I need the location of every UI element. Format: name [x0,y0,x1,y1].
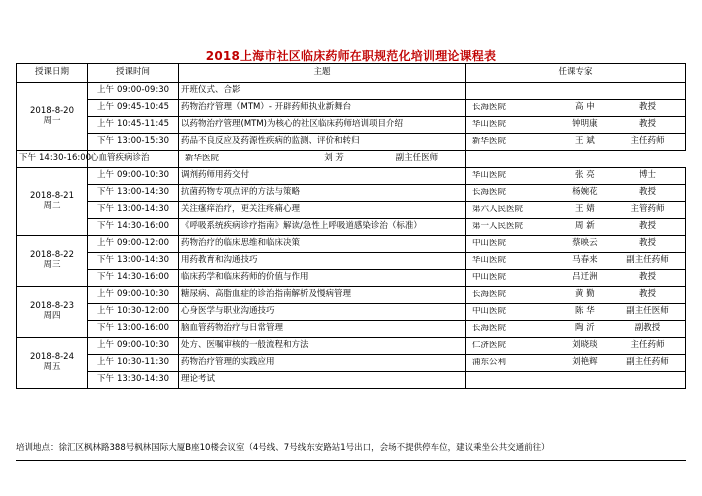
expert-person: 马春来 [572,255,598,266]
expert-person: 陈 华 [575,306,595,317]
expert-role: 教授 [639,238,657,249]
cell-topic: 理论考试 [179,372,466,389]
cell-topic: 处方、医嘱审核的一般流程和方法 [179,338,466,355]
cell-topic: 心血管疾病诊治 [88,151,179,168]
cell-time: 下午 14:30-16:00 [88,219,179,236]
footer-divider [16,460,686,461]
table-row [17,185,686,202]
cell-time: 上午 09:45-10:45 [88,100,179,117]
column-header-date: 授课日期 [17,64,88,83]
table-row [17,168,686,185]
expert-person: 黄 勤 [575,289,595,300]
cell-expert [466,287,686,304]
cell-time: 上午 09:00-10:30 [88,287,179,304]
column-header-topic: 主题 [179,64,466,83]
cell-expert [466,338,686,355]
table-row [17,236,686,253]
cell-expert [466,219,686,236]
cell-expert [466,270,686,287]
expert-role: 主任药师 [630,136,665,147]
footer-note [16,443,686,454]
cell-topic: 药物治疗管理（MTM）- 开辟药师执业新舞台 [179,100,466,117]
expert-role: 副主任医师 [395,153,439,164]
expert-role: 博士 [639,170,657,181]
table-row [17,100,686,117]
table-row [17,321,686,338]
cell-topic: 调剂药师用药交付 [179,168,466,185]
table-header [17,64,686,83]
expert-person: 杨婉花 [572,187,598,198]
cell-time: 下午 13:00-14:30 [88,185,179,202]
cell-expert [466,321,686,338]
expert-org: 仁济医院 [472,341,507,351]
expert-person: 刘 芳 [324,153,344,164]
column-header-expert: 任课专家 [466,64,686,83]
cell-date: 2018-8-20 周一 [17,83,88,151]
schedule-table [16,63,686,389]
cell-expert [466,168,686,185]
expert-role: 教授 [639,119,657,130]
cell-time: 上午 09:00-09:30 [88,83,179,100]
cell-topic: 关注瘙痒治疗，更关注疼痛心理 [179,202,466,219]
expert-person: 张 亮 [575,170,595,181]
expert-person: 钟明康 [572,119,598,130]
expert-org: 长海医院 [472,188,507,198]
table-row [17,304,686,321]
expert-person: 蔡映云 [572,238,598,249]
table-row [17,270,686,287]
cell-topic: 抗菌药物专项点评的方法与策略 [179,185,466,202]
expert-org: 第六人民医院 [472,205,524,215]
header-row [17,64,686,83]
expert-person: 吕迁洲 [572,272,598,283]
table-row [17,117,686,134]
expert-role: 教授 [639,102,657,113]
expert-org: 中山医院 [472,307,507,317]
cell-time: 上午 09:00-10:30 [88,338,179,355]
cell-topic: 心身医学与职业沟通技巧 [179,304,466,321]
cell-topic: 糖尿病、高脂血症的诊治指南解析及慢病管理 [179,287,466,304]
expert-person: 刘晓琰 [572,340,598,351]
cell-topic: 开班仪式、合影 [179,83,466,100]
cell-expert [466,134,686,151]
cell-topic: 脑血管药物治疗与日常管理 [179,321,466,338]
expert-role: 主管药师 [630,204,665,215]
expert-role: 副主任药师 [626,255,669,266]
cell-time: 下午 14:30-16:00 [17,151,88,168]
cell-expert [179,151,466,168]
expert-org: 华山医院 [472,171,507,181]
table-row [17,253,686,270]
expert-org: 长海医院 [472,324,507,334]
expert-role: 主任药师 [630,340,665,351]
page-title: 2018上海市社区临床药师在职规范化培训理论课程表 [205,49,497,63]
cell-expert [466,185,686,202]
expert-role: 副主任药师 [626,357,669,368]
cell-expert [466,202,686,219]
expert-role: 教授 [639,187,657,198]
expert-person: 刘艳辉 [572,357,598,368]
expert-role: 教授 [639,272,657,283]
cell-expert [466,253,686,270]
expert-role: 教授 [639,289,657,300]
footer-label: 培训地点： [16,443,59,453]
cell-date: 2018-8-24 周五 [17,338,88,389]
table-row [17,287,686,304]
footer-text: 徐汇区枫林路388号枫林国际大厦B座10楼会议室（4号线、7号线东安路站1号出口，会场不提供停车位，建议乘坐公共交通前往） [58,443,550,453]
cell-topic: 《呼吸系统疾病诊疗指南》解读/急性上呼吸道感染诊治（标准） [179,219,466,236]
table-row [17,355,686,372]
cell-expert [466,100,686,117]
cell-time: 下午 13:00-14:30 [88,202,179,219]
cell-time: 下午 13:00-14:30 [88,253,179,270]
expert-person: 王 斌 [575,136,595,147]
cell-topic: 药物治疗的临床思维和临床决策 [179,236,466,253]
cell-expert [466,372,686,389]
cell-topic: 药物治疗管理的实践应用 [179,355,466,372]
expert-org: 长海医院 [472,103,507,113]
expert-org: 第一人民医院 [472,222,524,232]
cell-date: 2018-8-22 周三 [17,236,88,287]
cell-expert [466,304,686,321]
cell-topic: 用药教育和沟通技巧 [179,253,466,270]
expert-org: 华山医院 [472,256,507,266]
expert-person: 周 新 [575,221,595,232]
expert-org: 华山医院 [472,120,507,130]
cell-topic: 以药物治疗管理(MTM)为核心的社区临床药师培训项目介绍 [179,117,466,134]
expert-person: 陶 沂 [575,323,595,334]
cell-expert [466,83,686,100]
cell-date: 2018-8-21 周二 [17,168,88,236]
expert-person: 王 婧 [575,204,595,215]
cell-time: 上午 10:30-12:00 [88,304,179,321]
cell-expert [466,236,686,253]
cell-time: 下午 13:00-15:30 [88,134,179,151]
table-body [17,83,686,389]
cell-topic: 药品不良反应及药源性疾病的监测、评价和转归 [179,134,466,151]
cell-topic: 临床药学和临床药师的价值与作用 [179,270,466,287]
table-row [17,338,686,355]
table-row [17,219,686,236]
cell-time: 上午 10:45-11:45 [88,117,179,134]
table-row [17,372,686,389]
column-header-time: 授课时间 [88,64,179,83]
expert-org: 长海医院 [472,290,507,300]
expert-org: 中山医院 [472,273,507,283]
cell-time: 下午 14:30-16:00 [88,270,179,287]
cell-time: 上午 09:00-12:00 [88,236,179,253]
cell-time: 上午 10:30-11:30 [88,355,179,372]
table-row [17,134,686,151]
expert-org: 中山医院 [472,239,507,249]
cell-expert [466,117,686,134]
expert-role: 副教授 [634,323,661,334]
cell-time: 下午 13:00-16:00 [88,321,179,338]
expert-org: 新华医院 [185,154,220,164]
cell-time: 上午 09:00-10:30 [88,168,179,185]
cell-time: 下午 13:30-14:30 [88,372,179,389]
cell-date: 2018-8-23 周四 [17,287,88,338]
expert-person: 高 申 [575,102,595,113]
table-row [17,83,686,100]
expert-org: 新华医院 [472,137,507,147]
table-row [17,151,686,168]
expert-org: 浦东公利 [472,358,507,368]
expert-role: 副主任医师 [626,306,669,317]
table-row [17,202,686,219]
expert-role: 教授 [639,221,657,232]
cell-expert [466,355,686,372]
